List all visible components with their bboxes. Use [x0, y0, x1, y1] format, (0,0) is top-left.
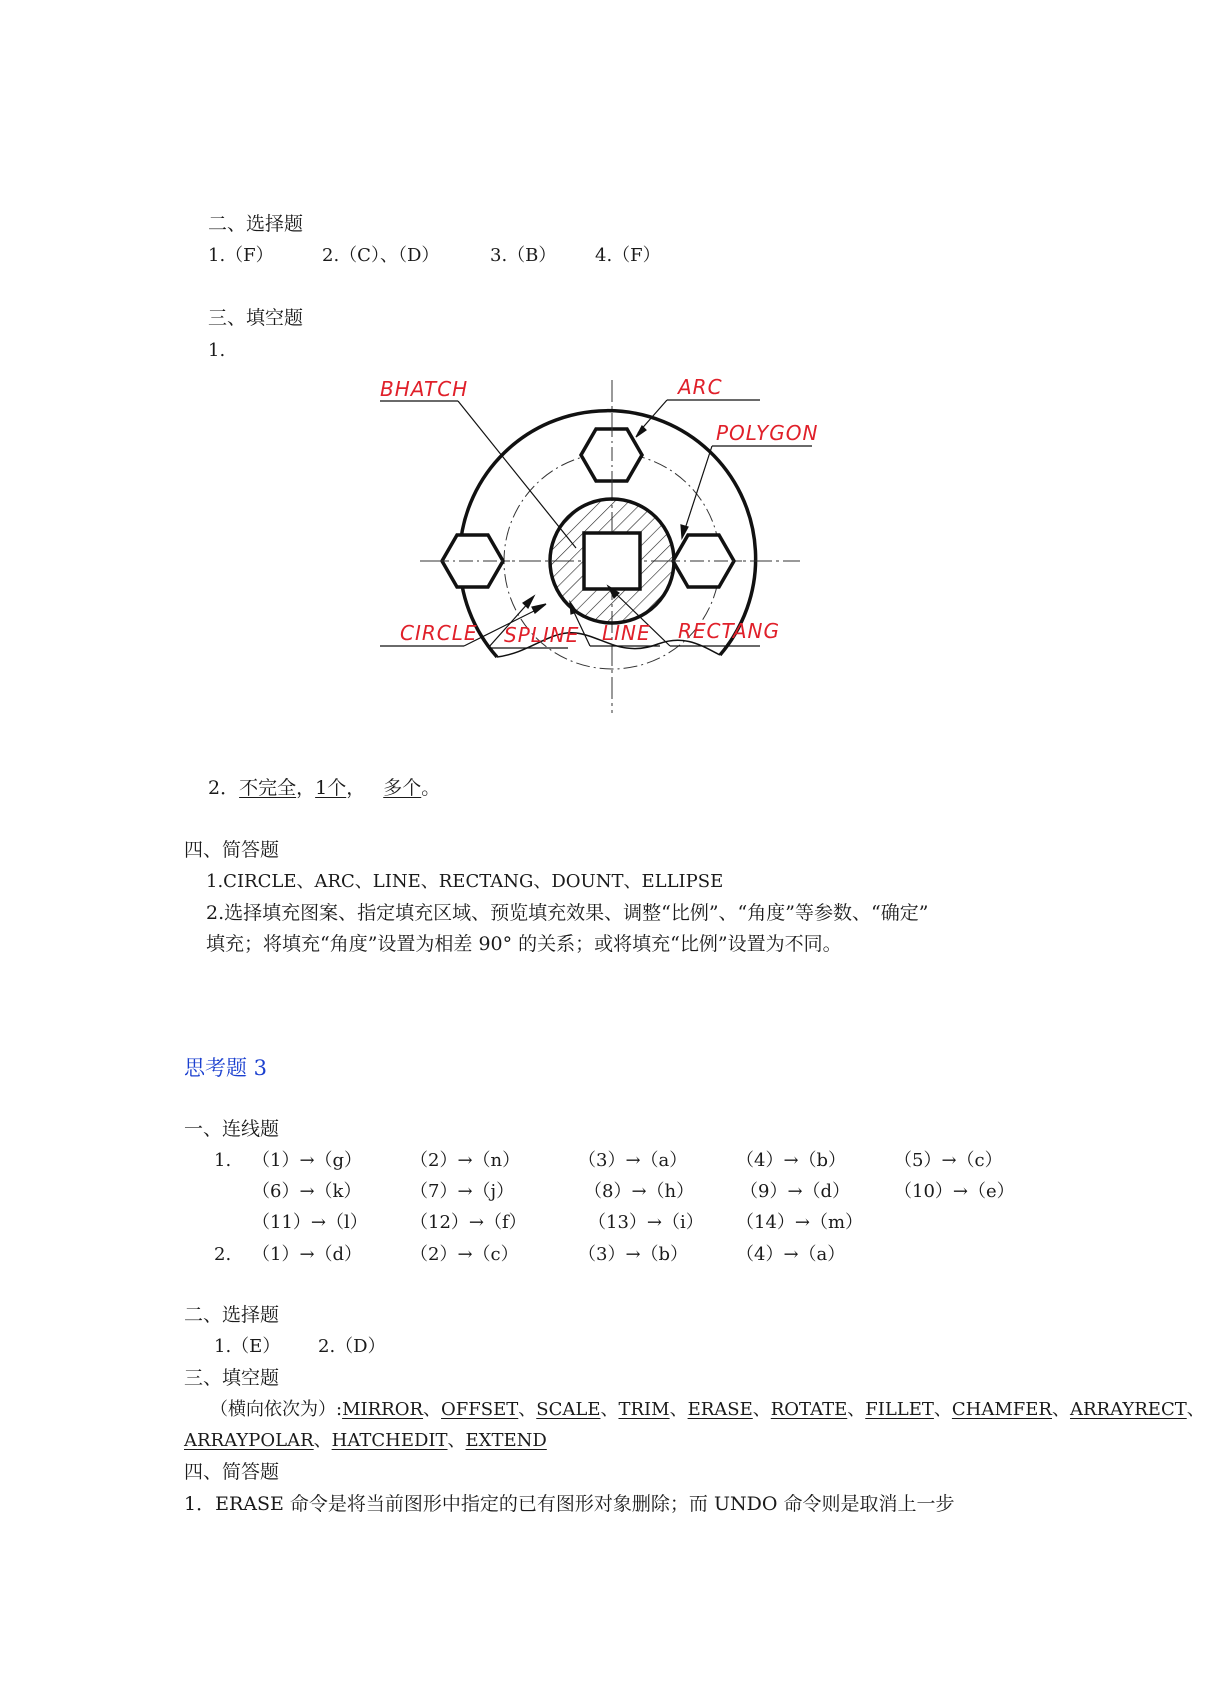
label-arc: ARC [678, 375, 723, 399]
section-heading: 二、选择题 [184, 1304, 280, 1326]
blank-answer: 不完全 [239, 777, 297, 799]
match-pair: （2）→（c） [410, 1244, 519, 1265]
item-number: 1. [214, 1150, 232, 1171]
match-pair: （1）→（g） [252, 1150, 363, 1171]
match-pair: （11）→（l） [252, 1212, 368, 1233]
match-pair: （5）→（c） [894, 1150, 1003, 1171]
label-polygon: POLYGON [716, 421, 819, 445]
label-bhatch: BHATCH [380, 377, 469, 401]
answer-item: 2.（C）、（D） [322, 245, 440, 266]
match-pair: （14）→（m） [736, 1212, 864, 1233]
label-spline: SPLINE [504, 623, 580, 647]
item-number: 1. [208, 340, 226, 361]
item-number: 2． [208, 777, 240, 799]
match-pair: （7）→（j） [410, 1181, 515, 1202]
match-pair: （8）→（h） [584, 1181, 695, 1202]
answer-item: 3.（B） [490, 245, 557, 266]
section-heading: 一、连线题 [184, 1118, 280, 1140]
blank-answer: 1个 [315, 777, 347, 799]
short-answer-line: 2.选择填充图案、指定填充区域、预览填充效果、调整“比例”、“角度”等参数、“确定” [206, 902, 929, 924]
short-answer-line: 1.CIRCLE、ARC、LINE、RECTANG、DOUNT、ELLIPSE [206, 871, 724, 892]
match-pair: （9）→（d） [740, 1181, 851, 1202]
label-rectang: RECTANG [678, 619, 781, 643]
fill-answer-line: 2．不完全，1个， 多个。 [208, 777, 441, 799]
answer-item: 1.（F） [208, 245, 274, 266]
match-pair: （2）→（n） [410, 1150, 521, 1171]
match-pair: （6）→（k） [252, 1181, 362, 1202]
command-list-line: （横向依次为）:MIRROR、OFFSET、SCALE、TRIM、ERASE、ROTATE、FILLET、CHAMFER、ARRAYRECT、 [210, 1399, 1205, 1420]
match-pair: （1）→（d） [252, 1244, 363, 1265]
answer-item: 1.（E） [214, 1336, 281, 1357]
label-line: LINE [602, 621, 651, 645]
match-pair: （4）→（a） [736, 1244, 846, 1265]
section-heading: 二、选择题 [208, 213, 304, 235]
section-heading: 四、简答题 [184, 839, 280, 861]
short-answer-line: 填充；将填充“角度”设置为相差 90° 的关系；或将填充“比例”设置为不同。 [206, 933, 842, 955]
section-heading: 四、简答题 [184, 1461, 280, 1483]
match-pair: （3）→（b） [578, 1244, 689, 1265]
match-pair: （12）→（f） [410, 1212, 527, 1233]
item-number: 2. [214, 1244, 232, 1265]
section-heading: 三、填空题 [184, 1367, 280, 1389]
command-list-line: ARRAYPOLAR、HATCHEDIT、EXTEND [184, 1430, 547, 1451]
center-rectangle [584, 533, 640, 589]
section-heading: 三、填空题 [208, 307, 304, 329]
match-pair: （10）→（e） [894, 1181, 1015, 1202]
match-pair: （13）→（i） [588, 1212, 704, 1233]
match-pair: （4）→（b） [736, 1150, 847, 1171]
answer-item: 4.（F） [595, 245, 661, 266]
answer-item: 2.（D） [318, 1336, 386, 1357]
blank-answer: 多个 [383, 777, 422, 799]
cad-diagram [380, 368, 840, 708]
short-answer-line: 1．ERASE 命令是将当前图形中指定的已有图形对象删除；而 UNDO 命令则是取消上一步 [184, 1493, 955, 1515]
chapter-title: 思考题 3 [184, 1056, 268, 1080]
match-pair: （3）→（a） [578, 1150, 688, 1171]
label-circle: CIRCLE [400, 621, 478, 645]
